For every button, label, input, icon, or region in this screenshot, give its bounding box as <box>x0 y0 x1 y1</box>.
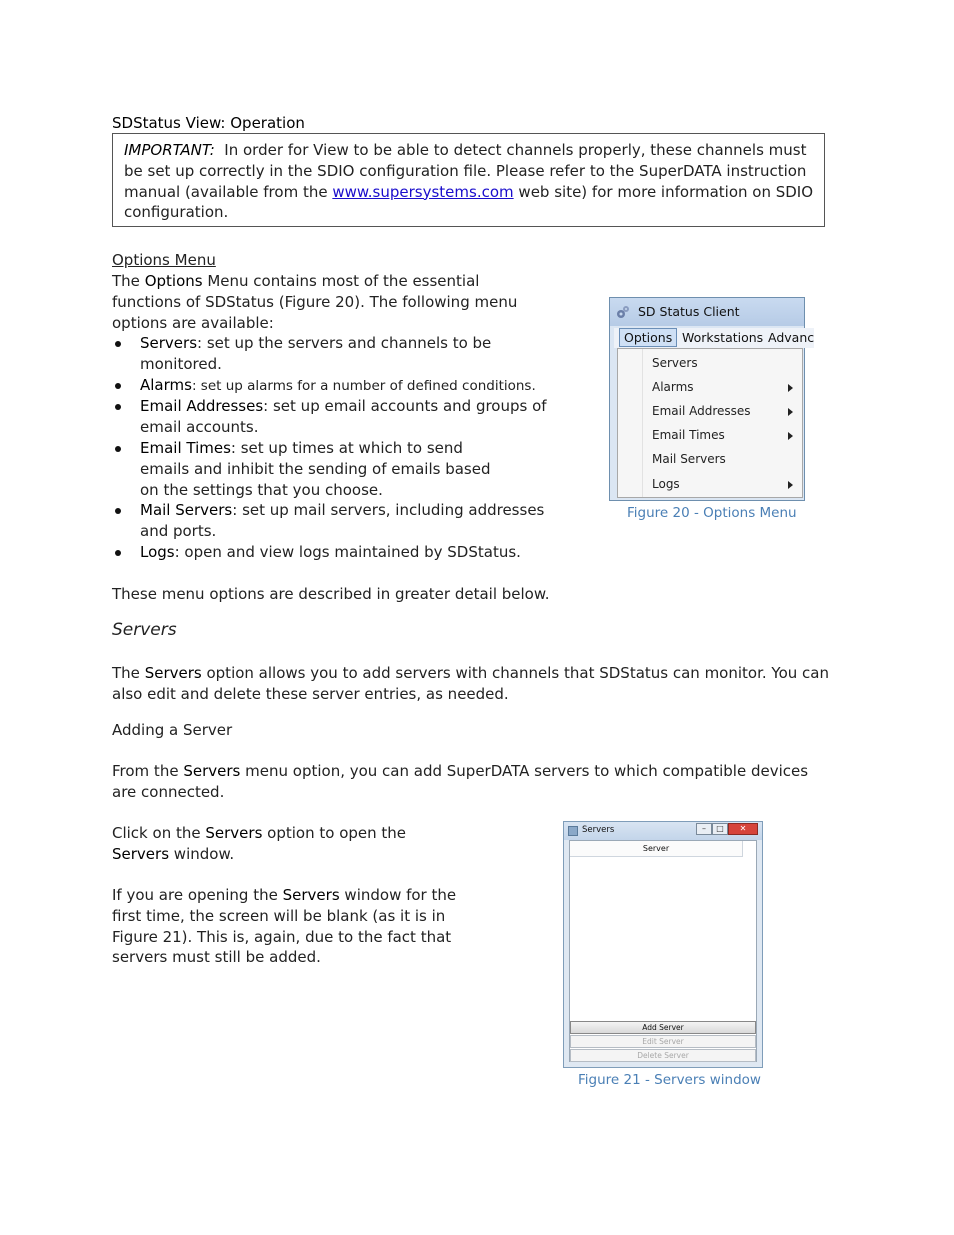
options-menu-intro <box>112 271 552 333</box>
p4-key: Servers <box>282 886 340 904</box>
close-icon[interactable]: ✕ <box>728 823 758 835</box>
supersystems-link[interactable]: www.supersystems.com <box>332 182 514 201</box>
options-dropdown <box>617 348 803 498</box>
menu-options[interactable]: Options <box>619 328 677 347</box>
p3-key2: Servers <box>112 844 170 863</box>
bullet-text: : set up alarms for a number of defined conditions. <box>191 377 536 394</box>
menu-advanced[interactable]: Advanc <box>768 330 815 345</box>
first-time-paragraph <box>112 885 462 968</box>
bullet-text: : open and view logs maintained by SDStatus. <box>174 542 521 561</box>
options-closing: These menu options are described in greater detail below. <box>112 585 550 603</box>
edit-server-button[interactable]: Edit Server <box>570 1035 756 1048</box>
submenu-arrow-icon <box>788 481 793 489</box>
p3-key: Servers <box>205 824 263 842</box>
options-bullet-list <box>112 333 557 563</box>
minimize-icon[interactable]: – <box>696 823 712 835</box>
p2-key: Servers <box>183 762 241 780</box>
window-icon <box>568 826 578 836</box>
p3-post: window. <box>173 844 235 863</box>
bullet-key: Email Times <box>140 438 231 457</box>
menu-item-alarms[interactable]: Alarms <box>652 380 694 394</box>
bullet-key: Logs <box>140 542 175 561</box>
bullet-key: Alarms <box>140 375 192 394</box>
options-menu-screenshot <box>609 297 815 501</box>
bullet-text: : set up times at which to send emails and inhibit the sending of emails based on the settings that you choose. <box>140 438 491 499</box>
intro-key: Options <box>144 272 203 290</box>
note-text-after-link: web site) for more information on SDIO configuration. <box>124 182 814 222</box>
bullet-key: Mail Servers <box>140 501 233 520</box>
bullet-logs <box>112 542 557 563</box>
window-title: Servers <box>582 825 615 835</box>
menu-item-email-times[interactable]: Email Times <box>652 428 725 442</box>
intro-post: Menu contains most of the essential functions of SDStatus (Figure 20). The following menu options are available: <box>112 272 518 332</box>
figure20-caption: Figure 20 - Options Menu <box>627 505 797 521</box>
p4-pre: If you are opening the <box>112 886 278 904</box>
p3-pre: Click on the <box>112 824 201 842</box>
server-column-header[interactable]: Server <box>570 841 743 857</box>
bullet-alarms <box>112 375 557 397</box>
submenu-arrow-icon <box>788 408 793 416</box>
maximize-icon[interactable]: □ <box>712 823 728 835</box>
bullet-email-addresses <box>112 396 557 438</box>
add-server-button[interactable]: Add Server <box>570 1021 756 1034</box>
bullet-text: : set up email accounts and groups of email accounts. <box>140 397 547 437</box>
important-note-text <box>124 140 814 223</box>
window-titlebar <box>610 298 804 326</box>
p4-post: window for the first time, the screen will be blank (as it is in Figure 21). This is, again, due to the fact that servers must still be added. <box>112 886 457 967</box>
menu-gutter <box>642 349 643 497</box>
options-menu-heading: Options Menu <box>112 251 216 269</box>
menu-workstations[interactable]: Workstations <box>682 330 764 345</box>
submenu-arrow-icon <box>788 432 793 440</box>
window-titlebar <box>564 822 762 840</box>
delete-server-button[interactable]: Delete Server <box>570 1049 756 1062</box>
servers-paragraph <box>112 663 842 705</box>
bullet-key: Email Addresses <box>140 397 264 416</box>
submenu-arrow-icon <box>788 384 793 392</box>
bullet-mail-servers <box>112 500 557 542</box>
p3-mid: option to open the <box>267 824 407 842</box>
note-text-before-link: In order for View to be able to detect channels properly, these channels must be set up correctly in the SDIO configuration file. Please refer to the SuperDATA instruction manual (available from the <box>124 141 807 201</box>
adding-server-subheading: Adding a Server <box>112 721 233 739</box>
menubar <box>614 328 814 348</box>
menu-item-servers[interactable]: Servers <box>652 356 698 370</box>
section-heading: SDStatus View: Operation <box>112 114 305 132</box>
p1-key: Servers <box>144 664 202 682</box>
bullet-text: : set up the servers and channels to be monitored. <box>140 334 492 373</box>
menu-item-mail-servers[interactable]: Mail Servers <box>652 452 726 466</box>
intro-pre: The <box>112 272 140 290</box>
adding-server-paragraph <box>112 761 827 803</box>
figure21-caption: Figure 21 - Servers window <box>578 1072 761 1088</box>
bullet-text: : set up mail servers, including addresses and ports. <box>140 501 545 541</box>
p1-post: option allows you to add servers with channels that SDStatus can monitor. You can also edit and delete these server entries, as needed. <box>112 664 829 703</box>
servers-heading: Servers <box>112 620 177 640</box>
click-servers-paragraph <box>112 823 432 865</box>
p2-post: menu option, you can add SuperDATA servers to which compatible devices are connected. <box>112 762 809 801</box>
window-title: SD Status Client <box>638 304 740 319</box>
menu-item-email-addresses[interactable]: Email Addresses <box>652 404 751 418</box>
p1-pre: The <box>112 664 140 682</box>
servers-window-screenshot <box>563 821 763 1068</box>
menu-item-logs[interactable]: Logs <box>652 477 680 491</box>
servers-list-panel[interactable] <box>569 840 757 1062</box>
bullet-servers <box>112 333 557 375</box>
p2-pre: From the <box>112 762 179 780</box>
bullet-email-times <box>112 438 557 500</box>
app-gear-icon <box>616 305 630 319</box>
important-label: IMPORTANT: <box>124 141 215 159</box>
bullet-key: Servers <box>140 334 198 352</box>
